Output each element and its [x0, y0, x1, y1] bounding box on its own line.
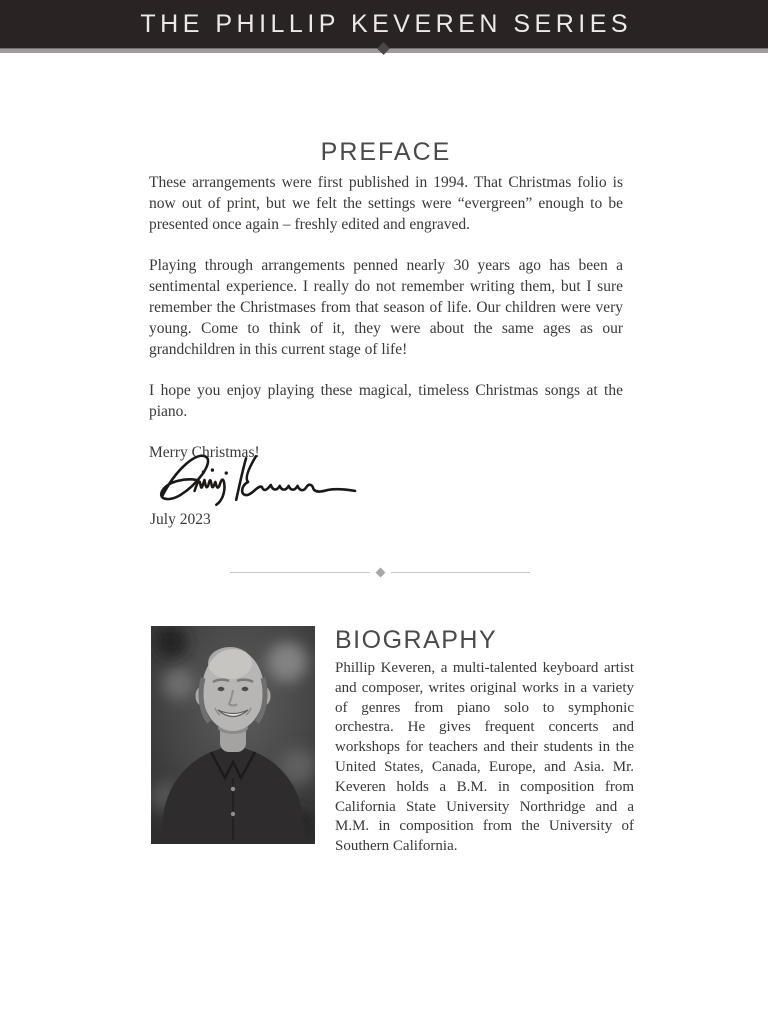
- signature-phillip-keveren: [150, 445, 358, 509]
- preface-paragraph: I hope you enjoy playing these magical, timeless Christmas songs at the piano.: [149, 382, 623, 420]
- section-divider: [230, 567, 530, 577]
- portrait-photo: [151, 626, 315, 844]
- preface-paragraph: Playing through arrangements penned nearly 30 years ago has been a sentimental experience. I really do not remember writing them, but I sure remember the Christmases from that season of life. Our children were very young. Come to think of it, they were about the same ages as our grandchildren in this current stage of life!: [149, 257, 623, 358]
- divider-line: [391, 572, 531, 573]
- biography-heading: BIOGRAPHY: [335, 626, 498, 654]
- series-banner: [0, 0, 768, 48]
- preface-paragraph: These arrangements were first published in 1994. That Christmas folio is now out of print, but we felt the settings were “evergreen” enough to be presented once again – freshly edited and engraved.: [149, 174, 623, 233]
- portrait-photo-image: [151, 626, 315, 844]
- series-title: THE PHILLIP KEVEREN SERIES: [140, 9, 633, 38]
- divider-diamond-icon: [375, 567, 385, 577]
- preface-date: July 2023: [150, 511, 211, 528]
- biography-text: Phillip Keveren, a multi-talented keyboard artist and composer, writes original works in a variety of genres from piano solo to symphonic orchestra. He gives frequent concerts and workshops for teachers and their students in the United States, Canada, Europe, and Asia. Mr. Keveren holds a B.M. in composition from California State University Northridge and a M.M. in composition from the University of Southern California.: [335, 660, 634, 855]
- signature-icon: [150, 445, 358, 509]
- preface-body: [149, 172, 623, 483]
- divider-line: [230, 572, 370, 573]
- preface-heading: PREFACE: [320, 138, 452, 166]
- preface-closing: Merry Christmas!: [149, 444, 260, 461]
